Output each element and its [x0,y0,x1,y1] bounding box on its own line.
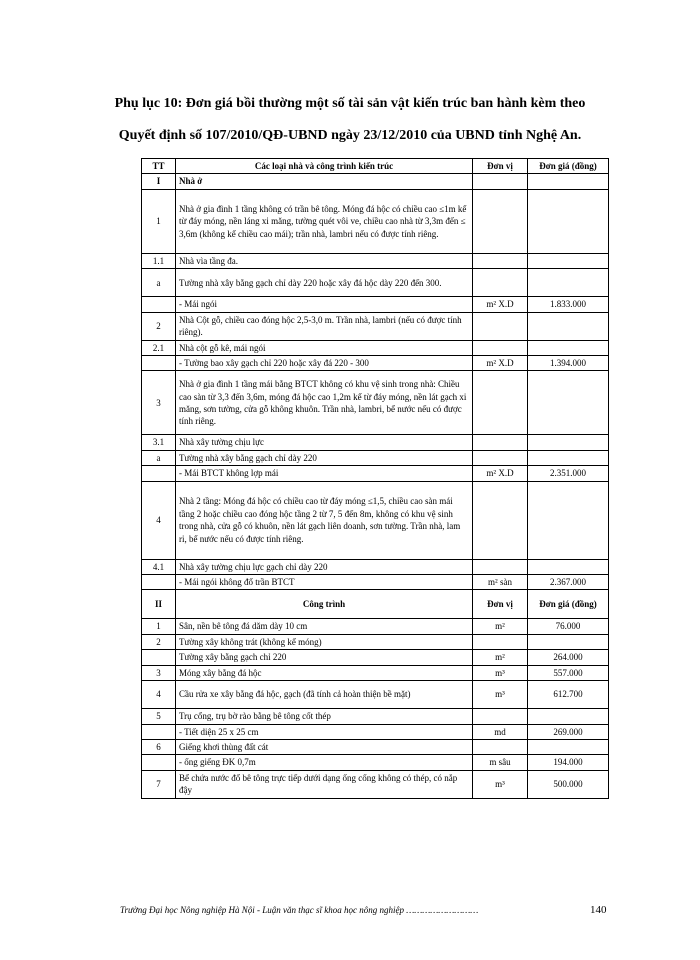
row-description: Tường xây không trát (không kể móng) [176,634,473,649]
section-name: Công trình [176,590,473,619]
table-row [142,681,609,709]
row-unit: m³ [473,681,528,709]
table-row [142,650,609,665]
row-number [142,650,176,665]
header-tt: TT [142,159,176,174]
row-price: 269.000 [528,724,609,739]
row-unit [473,371,528,435]
row-price [528,189,609,253]
row-description: - Mái ngói [176,297,473,312]
row-number: 4 [142,681,176,709]
row-number [142,297,176,312]
table-row [142,340,609,355]
section-number: II [142,590,176,619]
row-number: 1 [142,619,176,634]
table-header-row [142,159,609,174]
table-row [142,189,609,253]
row-number [142,724,176,739]
table-row [142,724,609,739]
row-unit: m² [473,619,528,634]
row-price: 612.700 [528,681,609,709]
row-number: 2 [142,634,176,649]
table-row [142,371,609,435]
row-unit [473,709,528,724]
row-description: Nhà ở gia đình 1 tầng mái bằng BTCT không có khu vệ sinh trong nhà: Chiều cao sàn từ 3,3 đến 3,6m, móng đá hộc cao 1,2m kể từ đáy móng, nền lát gạch xi măng, sơn tường, cửa gỗ không khuôn. Trần nhà, lambri, bể nước nếu có được tính riêng. [176,371,473,435]
row-price [528,559,609,574]
appendix-title-line-1: Phụ lục 10: Đơn giá bồi thường một số tài sản vật kiến trúc ban hành kèm theo [114,96,586,111]
row-description: Bể chứa nước đổ bê tông trực tiếp dưới dạng ống cống không có thép, có nắp đậy [176,770,473,798]
section-name: Nhà ở [176,174,473,189]
row-number: 3.1 [142,435,176,450]
row-price [528,481,609,559]
row-description: Giếng khơi thùng đất cát [176,739,473,754]
row-description: Tường nhà xây bằng gạch chỉ dày 220 hoặc xây đá hộc dày 220 đến 300. [176,269,473,297]
compensation-price-table [141,158,609,799]
row-description: Nhà vìa tầng đa. [176,253,473,268]
table-row [142,297,609,312]
header-description: Các loại nhà và công trình kiến trúc [176,159,473,174]
row-unit [473,435,528,450]
row-description: - Mái ngói không đổ trần BTCT [176,575,473,590]
page-footer: Trường Đại học Nông nghiệp Hà Nội - Luận văn thạc sĩ khoa học nông nghiệp ……………………… [120,905,479,915]
row-price: 194.000 [528,755,609,770]
row-unit: m² X.D [473,356,528,371]
row-unit [473,739,528,754]
row-unit: m sâu [473,755,528,770]
row-number: 3 [142,371,176,435]
row-description: - Tiết diện 25 x 25 cm [176,724,473,739]
row-description: Nhà xây tường chịu lực [176,435,473,450]
table-row [142,466,609,481]
row-number [142,356,176,371]
row-unit: m² X.D [473,297,528,312]
row-unit: m² X.D [473,466,528,481]
table-row [142,755,609,770]
table-row [142,665,609,680]
row-number: a [142,269,176,297]
section-unit-header: Đơn vị [473,590,528,619]
table-row [142,634,609,649]
row-description: Tường nhà xây bằng gạch chỉ dày 220 [176,450,473,465]
row-description: Sân, nền bê tông đá dăm dày 10 cm [176,619,473,634]
page-number: 140 [590,904,607,916]
row-unit [473,340,528,355]
row-number: a [142,450,176,465]
table-row [142,739,609,754]
row-description: Móng xây bằng đá hộc [176,665,473,680]
row-description: Tường xây bằng gạch chỉ 220 [176,650,473,665]
row-unit: md [473,724,528,739]
row-price: 264.000 [528,650,609,665]
row-number: 2.1 [142,340,176,355]
row-unit [473,253,528,268]
table-row [142,709,609,724]
row-price: 1.833.000 [528,297,609,312]
section-number: I [142,174,176,189]
row-price [528,450,609,465]
row-description: Nhà Cột gỗ, chiều cao đóng hộc 2,5-3,0 m. Trần nhà, lambri (nếu có được tính riêng). [176,312,473,340]
row-price [528,634,609,649]
row-description: - ống giếng ĐK 0,7m [176,755,473,770]
table-row [142,356,609,371]
row-price [528,371,609,435]
row-price: 76.000 [528,619,609,634]
header-unit: Đơn vị [473,159,528,174]
row-number [142,755,176,770]
row-unit: m² sàn [473,575,528,590]
row-description: - Tường bao xây gạch chỉ 220 hoặc xây đá 220 - 300 [176,356,473,371]
table-row [142,559,609,574]
row-number: 3 [142,665,176,680]
row-number: 6 [142,739,176,754]
row-unit [473,559,528,574]
header-price: Đơn giá (đồng) [528,159,609,174]
row-description: Trụ cổng, trụ bờ rào bằng bê tông cốt thép [176,709,473,724]
table-row [142,312,609,340]
row-price [528,340,609,355]
table-row [142,575,609,590]
row-description: Cầu rửa xe xây bằng đá hộc, gạch (đã tính cả hoàn thiện bề mặt) [176,681,473,709]
row-description: Nhà xây tường chịu lực gạch chỉ dày 220 [176,559,473,574]
row-price: 500.000 [528,770,609,798]
row-unit: m³ [473,665,528,680]
row-number: 7 [142,770,176,798]
table-row [142,770,609,798]
row-price: 557.000 [528,665,609,680]
row-price [528,253,609,268]
section-row-house [142,174,609,189]
row-number: 1 [142,189,176,253]
row-unit [473,189,528,253]
row-unit [473,634,528,649]
table-row [142,481,609,559]
row-number [142,575,176,590]
row-description: Nhà 2 tầng: Móng đá hộc có chiều cao từ đáy móng ≤1,5, chiều cao sàn mái tầng 2 hoặc chiều cao đóng hộc tầng 2 từ 7, 5 đến 8m, không có khu vệ sinh trong nhà, cửa gỗ có khuôn, nền lát gạch liên doanh, sơn tường. Trần nhà, lam ri, bể nước nếu có được tính riêng. [176,481,473,559]
row-number: 5 [142,709,176,724]
row-number: 4.1 [142,559,176,574]
section-price-header: Đơn giá (đồng) [528,590,609,619]
row-unit: m² [473,650,528,665]
table-row [142,253,609,268]
row-price [528,269,609,297]
row-price: 2.351.000 [528,466,609,481]
table-row [142,269,609,297]
row-unit: m³ [473,770,528,798]
row-unit [473,269,528,297]
row-price [528,312,609,340]
row-number: 1.1 [142,253,176,268]
row-unit [473,481,528,559]
row-unit [473,312,528,340]
table-row [142,435,609,450]
row-price [528,739,609,754]
row-unit [473,450,528,465]
row-number [142,466,176,481]
row-price: 2.367.000 [528,575,609,590]
row-number: 4 [142,481,176,559]
row-price: 1.394.000 [528,356,609,371]
row-description: - Mái BTCT không lợp mái [176,466,473,481]
row-price [528,435,609,450]
row-number: 2 [142,312,176,340]
appendix-title-line-2: Quyết định số 107/2010/QĐ-UBND ngày 23/12/2010 của UBND tỉnh Nghệ An. [118,128,582,143]
table-row [142,619,609,634]
section-row-works [142,590,609,619]
row-price [528,709,609,724]
row-description: Nhà ở gia đình 1 tầng không có trần bê tông. Móng đá hộc có chiều cao ≤1m kể từ đáy móng, nền láng xi măng, tường quét vôi ve, chiều cao nhà từ 3,3m đến ≤ 3,6m (không kể chiều cao mái); trần nhà, lambri nếu có được tính riêng. [176,189,473,253]
row-description: Nhà cột gỗ kê, mái ngói [176,340,473,355]
table-row [142,450,609,465]
